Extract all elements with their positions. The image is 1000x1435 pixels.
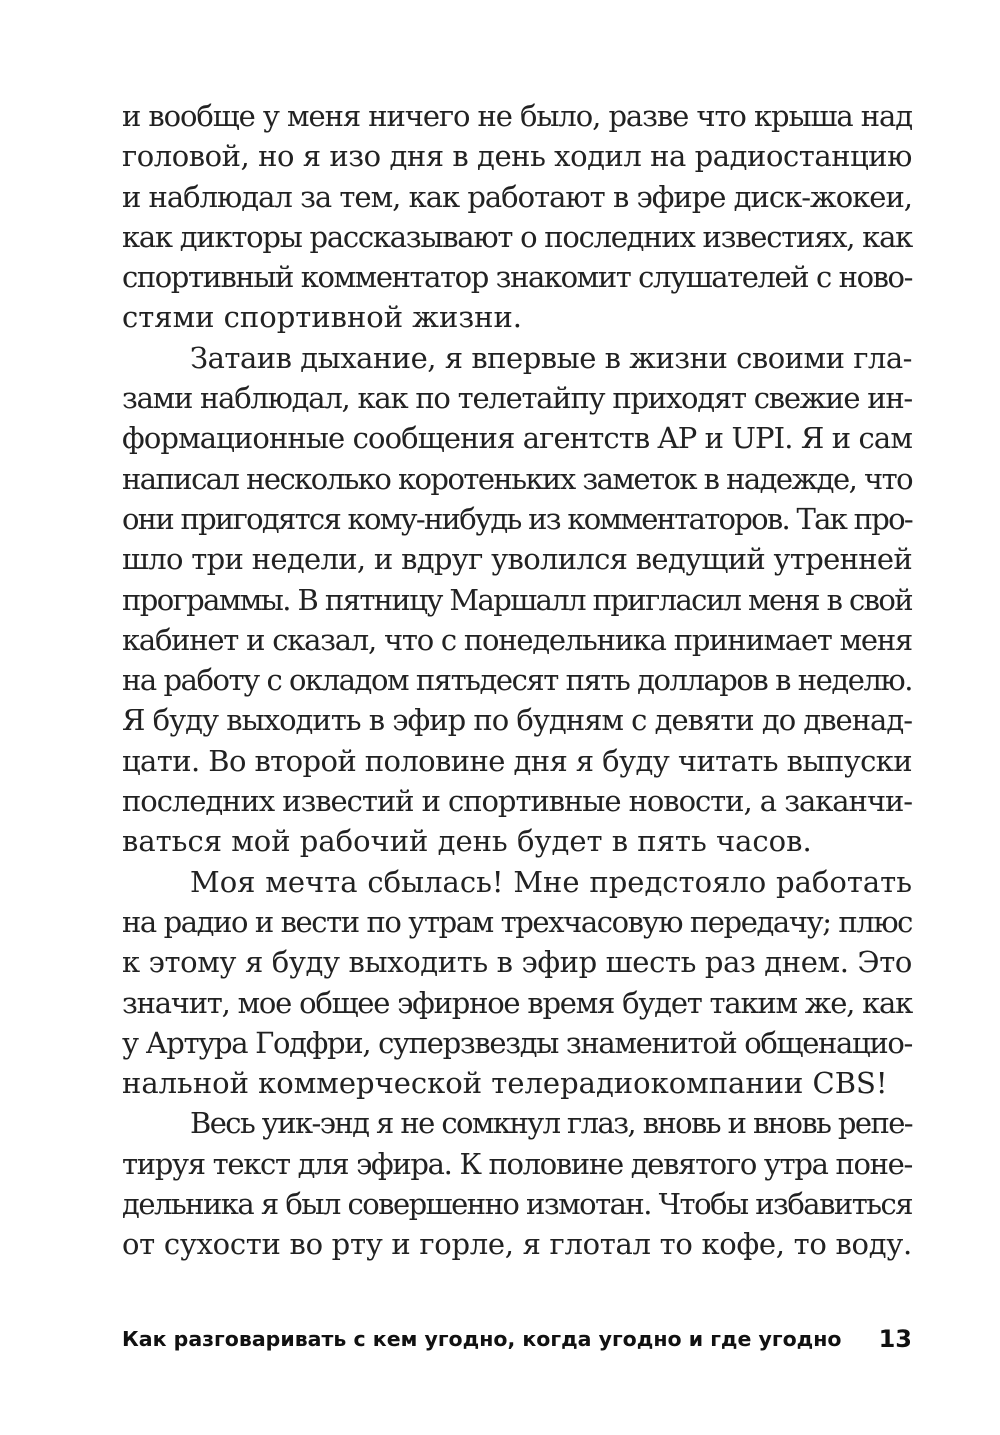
body-text: [122, 96, 912, 1265]
text-line: стями спортивной жизни.: [122, 300, 523, 335]
text-line: к этому я буду выходить в эфир шесть раз днем. Это: [122, 945, 912, 980]
text-line: последних известий и спортивные новости, а заканчи-: [122, 784, 912, 819]
text-line: тируя текст для эфира. К половине девятого утра поне-: [122, 1146, 912, 1181]
text-line: цати. Во второй половине дня я буду читать выпуски: [122, 743, 912, 778]
text-line: написал несколько коротеньких заметок в надежде, что: [122, 461, 912, 496]
text-line: зами наблюдал, как по телетайпу приходят свежие ин-: [122, 381, 912, 416]
text-line: на работу с окладом пятьдесят пять долларов в неделю.: [122, 663, 912, 698]
text-line: формационные сообщения агентств AP и UPI. Я и сам: [122, 421, 912, 456]
text-line: Моя мечта сбылась! Мне предстояло работать: [190, 864, 912, 899]
text-line: шло три недели, и вдруг уволился ведущий утренней: [122, 542, 912, 577]
text-line: как дикторы рассказывают о последних известиях, как: [122, 219, 912, 254]
page-footer: [122, 1322, 912, 1356]
text-line: Весь уик-энд я не сомкнул глаз, вновь и вновь репе-: [190, 1106, 913, 1141]
text-line: спортивный комментатор знакомит слушателей с ново-: [122, 260, 912, 295]
text-line: ваться мой рабочий день будет в пять часов.: [122, 824, 812, 859]
text-line: у Артура Годфри, суперзвезды знаменитой общенацио-: [122, 1025, 912, 1060]
text-line: нальной коммерческой телерадиокомпании CBS!: [122, 1066, 888, 1101]
text-line: они пригодятся кому-нибудь из комментаторов. Так про-: [122, 501, 912, 536]
text-line: кабинет и сказал, что с понедельника принимает меня: [122, 622, 912, 657]
text-line: Затаив дыхание, я впервые в жизни своими гла-: [190, 340, 912, 375]
text-line: программы. В пятницу Маршалл пригласил меня в свой: [122, 582, 912, 617]
running-title: Как разговаривать с кем угодно, когда угодно и где угодно: [122, 1327, 842, 1351]
text-line: дельника я был совершенно измотан. Чтобы избавиться: [122, 1187, 913, 1222]
text-line: и вообще у меня ничего не было, разве что крыша над: [122, 99, 912, 133]
text-line: от сухости во рту и горле, я глотал то кофе, то воду.: [122, 1227, 912, 1262]
page-number: 13: [878, 1325, 912, 1353]
text-line: значит, мое общее эфирное время будет таким же, как: [122, 985, 912, 1020]
text-line: и наблюдал за тем, как работают в эфире диск-жокеи,: [122, 179, 912, 214]
text-line: на радио и вести по утрам трехчасовую передачу; плюс: [122, 904, 912, 939]
text-line: Я буду выходить в эфир по будням с девяти до двенад-: [122, 703, 912, 738]
text-line: головой, но я изо дня в день ходил на радиостанцию: [122, 139, 912, 174]
